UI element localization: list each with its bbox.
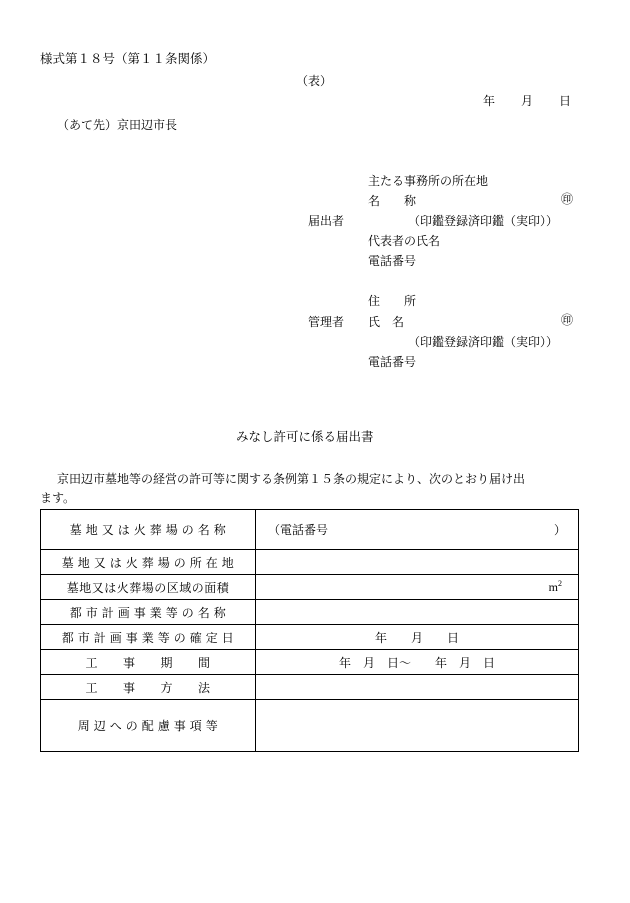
header-date-year: 年 [483,94,496,108]
table-row [41,675,579,700]
row-value-considerations[interactable] [256,700,579,752]
table-row [41,625,579,650]
row-value-project-date[interactable] [256,625,579,650]
area-unit-superscript: 2 [558,579,562,588]
area-unit: m [548,580,558,594]
row-value-project-name[interactable] [256,600,579,625]
manager-address-label: 住 所 [368,294,417,308]
intro-line-1: 京田辺市墓地等の経営の許可等に関する条例第１５条の規定により、次のとおり届け出 [57,472,526,486]
row-value-work-method[interactable] [256,675,579,700]
row-value-area[interactable] [256,575,579,600]
omote-label: （表） [296,74,333,88]
seal-icon-submitter: ㊞ [561,192,574,206]
intro-line-2: ます。 [40,491,76,505]
row-label-name: 墓 地 又 は 火 葬 場 の 名 称 [41,510,256,550]
submitter-seal-note: （印鑑登録済印鑑（実印）） [408,214,559,228]
submitter-name-label: 名 称 [368,194,417,208]
row-value-work-period[interactable] [256,650,579,675]
row-label-considerations: 周 辺 へ の 配 慮 事 項 等 [41,700,256,752]
row-label-work-period: 工 事 期 間 [41,650,256,675]
manager-label: 管理者 [308,315,345,329]
seal-icon-manager: ㊞ [561,313,574,327]
table-row [41,700,579,752]
row-label-project-name: 都 市 計 画 事 業 等 の 名 称 [41,600,256,625]
table-row [41,575,579,600]
header-date-line [483,92,571,109]
submitter-label: 届出者 [308,214,345,228]
manager-tel-label: 電話番号 [368,355,417,369]
row-label-project-date: 都 市 計 画 事 業 等 の 確 定 日 [41,625,256,650]
header-date-day: 日 [559,94,572,108]
table-row [41,650,579,675]
row-label-location: 墓 地 又 は 火 葬 場 の 所 在 地 [41,550,256,575]
page-title: みなし許可に係る届出書 [236,430,374,444]
manager-name-label: 氏 名 [368,315,405,329]
submitter-tel-label: 電話番号 [368,254,417,268]
work-period-text: 年 月 日～ 年 月 日 [338,655,495,670]
tel-label-close: ） [553,523,566,537]
header-date-month: 月 [521,94,534,108]
row-label-work-method: 工 事 方 法 [41,675,256,700]
submitter-representative-label: 代表者の氏名 [368,234,441,248]
form-table [40,509,579,752]
row-label-area: 墓地又は火葬場の区域の面積 [41,575,256,600]
project-date-month: 月 [410,630,423,645]
table-row [41,510,579,550]
tel-label-open: （電話番号 [268,523,329,537]
submitter-office-location-label: 主たる事務所の所在地 [368,174,489,188]
project-date-day: 日 [447,630,460,645]
form-number: 様式第１８号（第１１条関係） [40,52,216,66]
manager-seal-note: （印鑑登録済印鑑（実印）） [408,335,559,349]
project-date-year: 年 [374,630,387,645]
table-row [41,600,579,625]
row-value-location[interactable] [256,550,579,575]
table-row [41,550,579,575]
addressee: （あて先）京田辺市長 [57,118,178,132]
row-value-name[interactable] [256,510,579,550]
